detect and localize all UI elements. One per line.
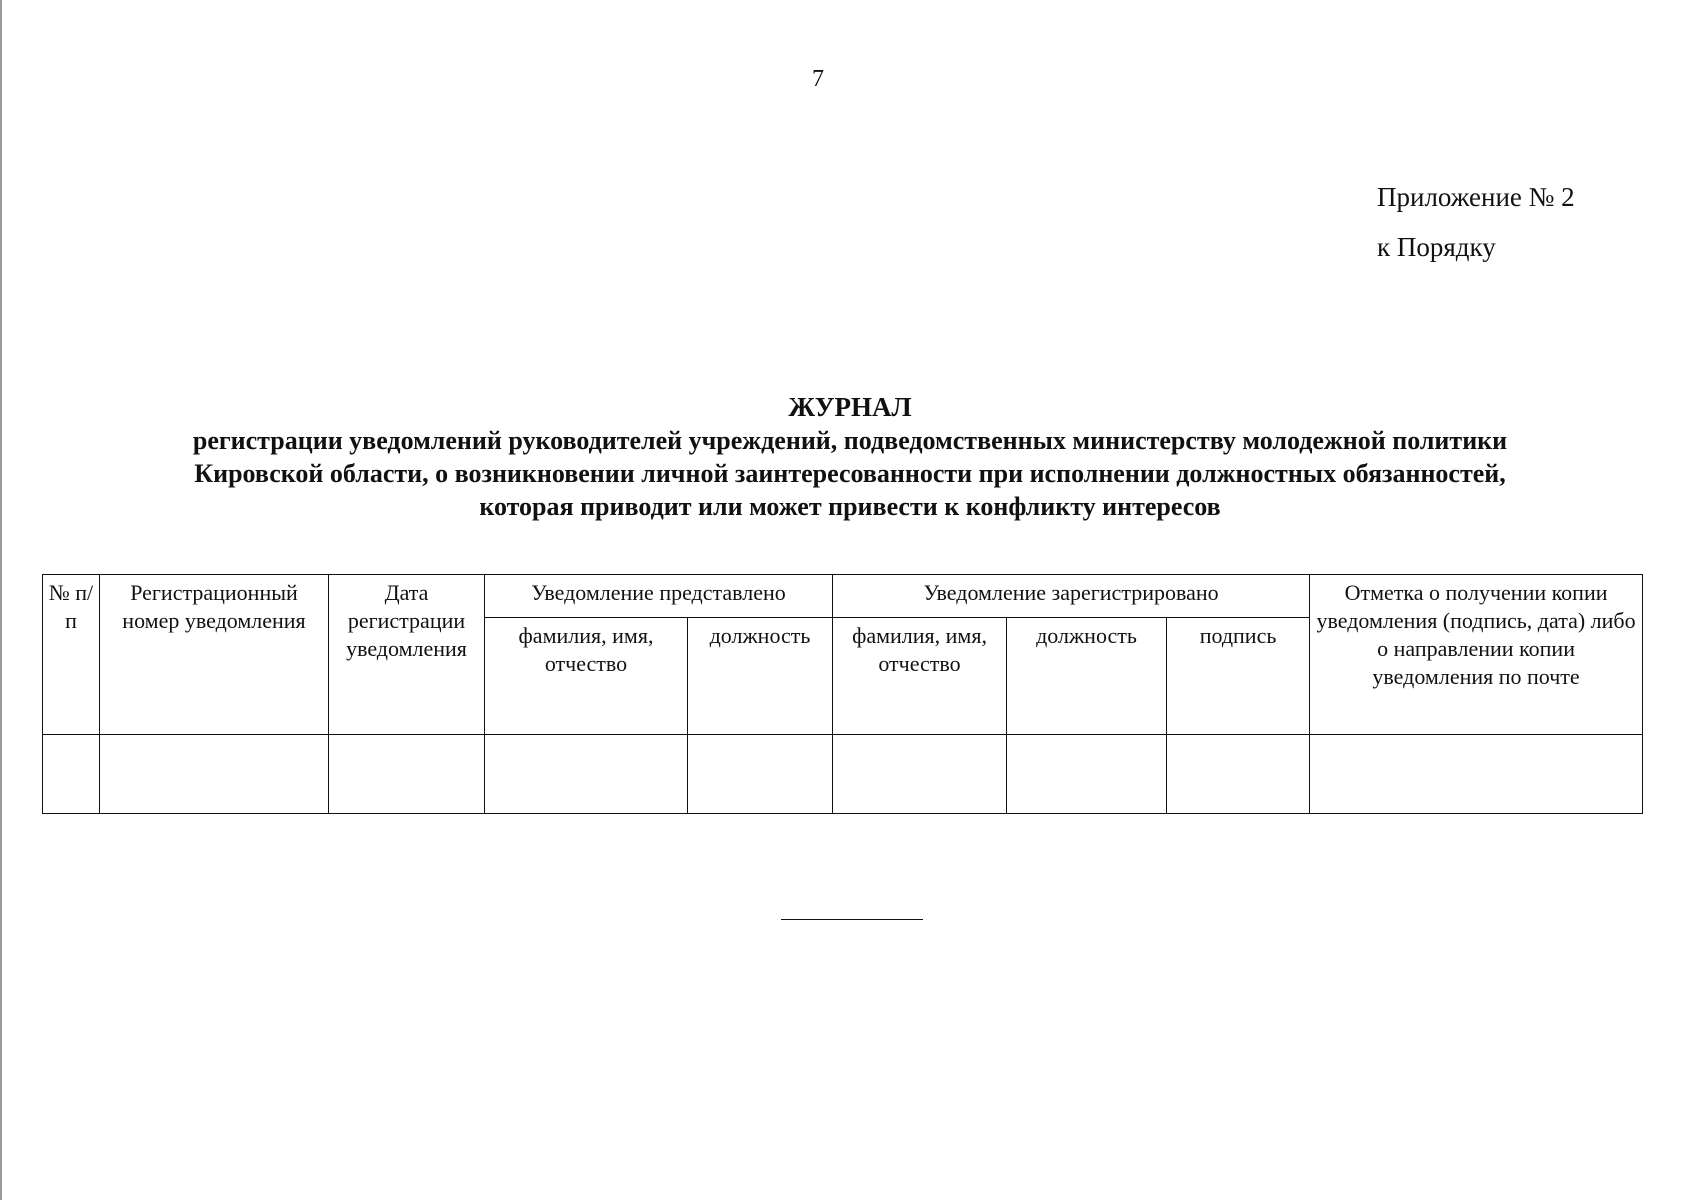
document-title-block [0, 390, 1696, 523]
header-submitted-group: Уведомление представлено [485, 575, 833, 618]
table-header-row-1 [43, 575, 1643, 618]
header-copy-mark: Отметка о получении копии уведомления (подпись, дата) либо о направлении копии уведомления по почте [1310, 575, 1643, 735]
header-registered-group: Уведомление зарегистрировано [833, 575, 1310, 618]
table-cell [1167, 735, 1310, 814]
page-number: 7 [812, 66, 824, 92]
journal-table [42, 574, 1643, 814]
closing-rule [781, 919, 923, 920]
header-reg-number: Регистрационный номер уведомления [100, 575, 329, 735]
document-subtitle: регистрации уведомлений руководителей учреждений, подведомственных министерству молодежной политики Кировской области, о возникновении личной заинтересованности при исполнении должностных обязанностей, которая приводит или может привести к конфликту интересов [192, 426, 1508, 521]
table-row [43, 735, 1643, 814]
page-left-edge [0, 0, 2, 1200]
appendix-block [1377, 172, 1575, 272]
header-registered-fio: фамилия, имя, отчество [833, 618, 1007, 735]
header-submitted-fio: фамилия, имя, отчество [485, 618, 688, 735]
header-number: № п/п [43, 575, 100, 735]
document-title: ЖУРНАЛ [788, 392, 912, 422]
appendix-line-1: Приложение № 2 [1377, 182, 1575, 212]
appendix-line-2: к Порядку [1377, 232, 1496, 262]
table-cell [485, 735, 688, 814]
header-registered-signature: подпись [1167, 618, 1310, 735]
header-submitted-position: должность [688, 618, 833, 735]
header-reg-date: Дата регистрации уведомления [329, 575, 485, 735]
header-registered-position: должность [1007, 618, 1167, 735]
table-cell [329, 735, 485, 814]
table-cell [833, 735, 1007, 814]
table-cell [1007, 735, 1167, 814]
table-cell [688, 735, 833, 814]
table-cell [43, 735, 100, 814]
table-cell [1310, 735, 1643, 814]
table-cell [100, 735, 329, 814]
